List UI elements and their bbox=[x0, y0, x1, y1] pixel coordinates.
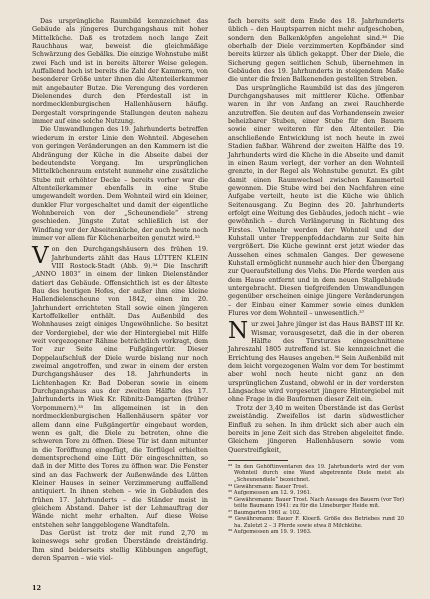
right-column bbox=[228, 18, 404, 536]
footnote: ³⁹ Aufgemessen am 19. 9. 1963. bbox=[228, 529, 312, 536]
footnote: ³⁵ Aufgemessen am 12. 9. 1961. bbox=[228, 490, 312, 497]
footnote: ³⁷ Baumgarten 1961 a: 102. bbox=[228, 509, 301, 516]
left-column bbox=[32, 18, 208, 563]
paragraph: Das Gerüst ist trotz der mit rund 2,70 m keineswegs sehr großen Überstände dreiständrig. Ihm sind beiderseits stellig Kübbungen angefügt, deren Sparren – wie viel- bbox=[32, 529, 208, 562]
footnote: ³⁶ Gewährsmann: Bauer Trost. Nach Aussage des Bauern (vor Tor) teilte Baumann 1941: zu für die Lüneburger Heide mit. bbox=[228, 496, 404, 510]
footnote: ³⁸ Gewährsmann: Bauer F. Kloerß. Größe des Betriebes rund 20 ha. Zuletzt 2 – 3 Pferde sowie etwa 8 Milchkühe. bbox=[228, 516, 404, 529]
paragraph: Trotz der 3,40 m weiten Überstände ist das Gerüst zweiständig. Zweifellos ist darin südwestlicher Einfluß zu sehen. In ihm drückt sich aber auch ein bereits in jene Zeit sich das Streben abgeleitet finde. Gleichem jüngeren Hallenhäusern sowie vom Querstreifigkeit, bbox=[228, 404, 404, 454]
footnote: ³³ In den Gehöftinventaren des 19. Jahrhunderts wird der vom Wohnteil durch eine Wand abgetrennte Diele meist als „Scheunendiele“ bezeichnet. bbox=[228, 463, 404, 483]
paragraph-drop-cap: Von den Durchgangshäusern des frühen 19. Jahrhunderts zählt das Haus LÜTTEN KLEIN VIII Rostock-Stadt (Abb. 9).³⁴ Die Inschrift „ANNO 1803“ in einem der linken Dielenständer datiert das Gebäude. Offensichtlich ist es der älteste Bau des heutigen Hofes, der außer ihm eine kleine Hallendielenscheune von 1842, einen im 20. Jahrhundert errichteten Stall sowie einen jüngeren Kartoffelkeller enthält. Das Außenbild des Wohnhauses zeigt einiges Ungewöhnliche. So besitzt der Vordergiebel, der wie der Hintergiebel mit Hilfe weit vorgezogener Rähme beträchtlich vorkragt, dem Tor zur Seite eine Fußgängertür. Dieser Doppelaufschluß der Diele wurde bislang nur noch zweimal angetroffen, und zwar in einem der ersten Durchgangshäuser des 18. Jahrhunderts in Lichtenhagen Kr. Bad Doberan sowie in einem Durchgangshaus aus der zweiten Hälfte des 17. Jahrhunderts in Wiek Kr. Ribnitz-Damgarten (früher Vorpommern).³⁵ Im allgemeinen ist in den nordmecklenburgischen Hallenhäusern später vor allem dann eine Fußgängertür eingebaut worden, wenn es galt, die Diele zu betreten, ohne die schweren Tore zu öffnen. Diese Tür ist dann mitunter in die Toröffnung eingefügt, die Torflügel erhielten dementsprechend eine Lütt Dör eingeschnitten, so daß in der Mitte des Tores zu öffnen war. Die Fenster sind an das Fachwerk der Außenwände des Lütten Kleiner Hauses in seiner Verzimmerung auffallend antiquiert. In ihnen stehen – wie in Gebäuden des frühen 17. Jahrhunderts – die Ständer meist in gleichem Abstand. Daher ist der Lehmauftrag der Wände nicht mehr erhalten. Auf diese Weise entstehen sehr langgeblogene Wandtafeln. bbox=[32, 243, 208, 529]
paragraph: Die Umwandlungen des 19. Jahrhunderts betreffen wiederum in erster Linie den Wohnteil. Abgesehen von geringen Veränderungen an den Kammern ist die Abdrängung der Küche in die Abseite dabei der bedeutendste Vorgang. Im ursprünglichen Mittelküchenraum entsteht nunmehr eine zusätzliche Stube mit erhöhter Decke – bereits vorher war die Altenteilerkammer ebenfalls in eine Stube umgewandelt worden. Dem Wohnteil wird ein kleiner, dunkler Flur vorgeschaltet und damit der eigentliche Wohnbereich von der „Scheunendiele“ streng geschieden. Jüngste Zutat schließlich ist der Windfang vor der Abseitenküche, der auch heute noch immer vor allem für Küchenarbeiten genutzt wird.³³ bbox=[32, 126, 208, 242]
page-number: 12 bbox=[32, 584, 42, 592]
paragraph: Das ursprüngliche Raumbild ist das des jüngeren Durchgangshauses mit mittlerer Küche. Offenbar waren in ihr von Anfang an zwei Rauchherde anzutreffen. Sie deuten auf das Vorhandensein zweier beheizbarer Stuben, einer Stube für den Bauern sowie einer weiteren für den Altenteiler. Die anschließende Entwicklung ist noch heute in zwei Stadien faßbar. Während der zweiten Hälfte des 19. Jahrhunderts wird die Küche in die Abseite und damit in einen Raum verlegt, der vorher an den Wohnteil grenzte, in der Regel als Wohnstube genutzt. Es gibt damit einen Raumwechsel zwischen Kammerteil gewonnen. Die Stube wird bei den Nachfahren eine Aufgabe verteilt, heute ist die Küche wie üblich Seitenausgang. Zu Beginn des 20. Jahrhunderts erfolgt eine Weitung des Gebäudes, jedoch nicht – wie gewöhnlich – durch Verlängerung in Richtung des Firstes. Vielmehr werden der Wohnteil und der Kuhstall unter Treppenpfeddachdarm zur Seite hin vergrößert. Die Küche gewinnt erst jetzt wieder das Aussehen eines schmalen Ganges. Der gewesene Kuhstall ermöglicht nunmehr auch hier den Übergang zur Queraufstellung des Viehs. Die Pferde werden aus dem Hause entfernt und in dem neuen Stallgebäude untergebracht. Diesen tiefgreifenden Umwandlungen gegenüber erscheinen einige jüngere Veränderungen – der Einbau einer Kammer sowie eines dunklen Flures vor dem Wohnteil – unwesentlich.³⁷ bbox=[228, 84, 404, 318]
paragraph-drop-cap: Nur zwei Jahre jünger ist das Haus BABST III Kr. Wismar, vorausgesetzt, daß die in der oberen Hälfte des Türsturzes eingeschnittene Jahreszahl 1805 zutreffend ist. Sie kennzeichnet die Errichtung des Hauses angeben.³⁸ Sein Außenbild mit dem leicht vorgezogenen Walm vor dem Tor bestimmt aber wohl noch heute nicht ganz an den ursprünglichen Zustand, obwohl er in der vordersten Längsachse wird vorgesetzt jüngere Hintergiebel mit ohne Frage in die Bauformen dieser Zeit ein. bbox=[228, 318, 404, 404]
paragraph: fach bereits seit dem Ende des 18. Jahrhunderts üblich – den Hauptsparren nicht mehr aufgeschoben, sondern den Balkenköpfen angelehnt sind.³⁶ Die oberhalb der Diele verzimmerten Kopfbänder sind bereits kürzer als üblich gekappt. Über der Diele, die Sicherung gegen seitlichen Schub, übernehmen in Gebäuden des 19. Jahrhunderts in steigendem Maße die unter die freien Balkenenden gestellten Streben. bbox=[228, 18, 404, 84]
text-columns bbox=[32, 18, 404, 563]
footnotes bbox=[228, 464, 404, 536]
paragraph: Das ursprüngliche Raumbild kennzeichnet das Gebäude als jüngeres Durchgangshaus mit hoher Mittelküche. Daß es trotzdem noch lange Zeit Rauchhaus war, beweist die gleichmäßige Schwärzung des Gebälks. Die einzige Wohnstube mißt zwei Fach und ist in bereits älterer Weise gelegen. Auffallend hoch ist bereits die Zahl der Kammern, von besonderer Größe unter ihnen die Altenteilerkammer mit angebauter Butze. Die Verengung des vorderen Dielenendes durch den Pferdestall ist in nordmecklenburgischen Hallenhäusern häufig. Dergestalt vorspringende Stallungen deuten nahezu immer auf eine solche Nutzung. bbox=[32, 18, 208, 126]
footnote: ³⁴ Gewährsmann: Bauer Trost. bbox=[228, 483, 309, 490]
footnote-divider bbox=[228, 460, 288, 461]
